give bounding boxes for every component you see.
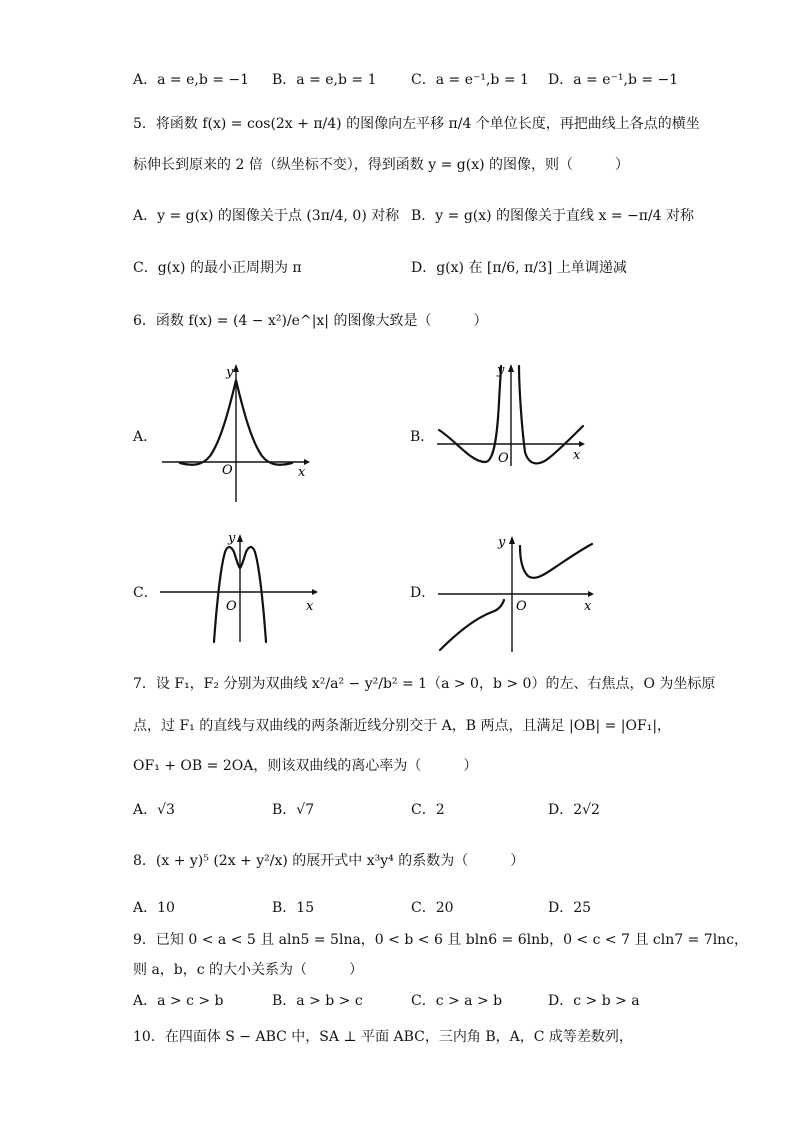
q6a-axis-x-label: x [298, 465, 306, 480]
q9-option-b: B．a > b > c [272, 993, 363, 1009]
q6-graph-d [436, 534, 596, 652]
q8-option-a: A．10 [133, 900, 175, 916]
q7-option-d: D．2√2 [548, 802, 600, 818]
q8-stem: 8．(x + y)⁵ (2x + y²/x) 的展开式中 x³y⁴ 的系数为（ ） [133, 853, 525, 869]
q4-option-a: A．a = e,b = −1 [133, 72, 250, 88]
q9-stem-line2: 则 a，b，c 的大小关系为（ ） [133, 962, 364, 978]
q8-option-c: C．20 [411, 900, 454, 916]
q6c-axis-y-label: y [228, 531, 236, 546]
q7-option-c: C．2 [411, 802, 445, 818]
q6d-origin-label: O [516, 599, 527, 614]
q6d-axis-x-label: x [584, 599, 592, 614]
q6-graph-a [160, 362, 310, 502]
q6-graph-b [435, 362, 585, 467]
q9-option-c: C．c > a > b [411, 993, 503, 1009]
q9-option-d: D．c > b > a [548, 993, 640, 1009]
q5-stem-line2: 标伸长到原来的 2 倍（纵坐标不变），得到函数 y = g(x) 的图像，则（ ） [133, 157, 630, 173]
q6b-axis-y-label: y [497, 363, 505, 378]
q7-stem-line3: OF₁ + OB = 2OA，则该双曲线的离心率为（ ） [133, 758, 478, 774]
q7-option-b: B．√7 [272, 802, 315, 818]
q6-option-b-label: B． [410, 429, 435, 445]
q6a-axis-y-label: y [226, 365, 234, 380]
q9-option-a: A．a > c > b [133, 993, 224, 1009]
q6-stem: 6．函数 f(x) = (4 − x²)/e^|x| 的图像大致是（ ） [133, 313, 488, 329]
q6-option-c-label: C． [133, 585, 158, 601]
q6c-axis-x-label: x [306, 599, 314, 614]
q6b-axis-x-label: x [573, 448, 581, 463]
q6-option-d-label: D． [410, 585, 436, 601]
q7-option-a: A．√3 [133, 802, 175, 818]
q6c-origin-label: O [226, 599, 237, 614]
q6b-origin-label: O [498, 451, 509, 466]
q8-option-d: D．25 [548, 900, 592, 916]
q4-option-c: C．a = e⁻¹,b = 1 [411, 72, 529, 88]
q6-option-a-label: A． [133, 429, 158, 445]
q5-option-c: C．g(x) 的最小正周期为 π [133, 260, 302, 276]
q7-stem-line2: 点，过 F₁ 的直线与双曲线的两条渐近线分别交于 A，B 两点，且满足 |OB| = |OF₁|， [133, 718, 672, 734]
q4-option-d: D．a = e⁻¹,b = −1 [548, 72, 679, 88]
q6d-axis-y-label: y [498, 535, 506, 550]
q5-option-b: B．y = g(x) 的图像关于直线 x = −π/4 对称 [411, 208, 695, 224]
q5-stem-line1: 5．将函数 f(x) = cos(2x + π/4) 的图像向左平移 π/4 个单位长度，再把曲线上各点的横坐 [133, 116, 700, 132]
q5-option-d: D．g(x) 在 [π/6, π/3] 上单调递减 [411, 260, 627, 276]
q10-stem-line1: 10．在四面体 S − ABC 中，SA ⊥ 平面 ABC，三内角 B，A，C 成等差数列， [133, 1029, 633, 1045]
q9-stem-line1: 9．已知 0 < a < 5 且 aln5 = 5lna，0 < b < 6 且 bln6 = 6lnb，0 < c < 7 且 cln7 = 7lnc， [133, 932, 749, 948]
q5-option-a: A．y = g(x) 的图像关于点 (3π/4, 0) 对称 [133, 208, 400, 224]
q7-stem-line1: 7．设 F₁，F₂ 分别为双曲线 x²/a² − y²/b² = 1（a > 0，b > 0）的左、右焦点，O 为坐标原 [133, 676, 716, 692]
q8-option-b: B．15 [272, 900, 315, 916]
q6-graph-c [158, 532, 318, 644]
q6a-origin-label: O [222, 463, 233, 478]
q4-option-b: B．a = e,b = 1 [272, 72, 377, 88]
